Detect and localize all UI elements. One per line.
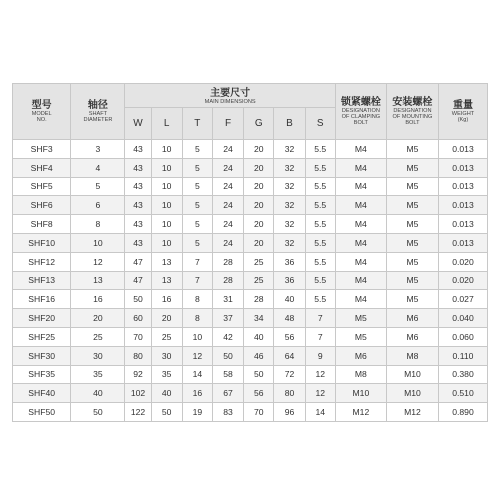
table-cell: 24 xyxy=(212,196,243,215)
table-cell: 5.5 xyxy=(305,196,335,215)
table-cell: 46 xyxy=(244,346,274,365)
table-cell: 20 xyxy=(71,309,125,328)
table-cell: 5 xyxy=(182,233,212,252)
table-row xyxy=(13,365,488,384)
table-cell: 36 xyxy=(274,252,305,271)
table-cell: SHF8 xyxy=(13,215,71,234)
table-row xyxy=(13,384,488,403)
table-cell: 0.013 xyxy=(438,215,487,234)
table-cell: 5.5 xyxy=(305,252,335,271)
table-cell: 13 xyxy=(151,252,182,271)
table-cell: 13 xyxy=(151,271,182,290)
table-cell: 34 xyxy=(244,309,274,328)
table-cell: 92 xyxy=(125,365,151,384)
table-cell: M6 xyxy=(335,346,386,365)
table-cell: 24 xyxy=(212,233,243,252)
table-cell: M5 xyxy=(386,177,438,196)
table-cell: 47 xyxy=(125,271,151,290)
table-cell: M10 xyxy=(335,384,386,403)
table-row xyxy=(13,327,488,346)
table-cell: M4 xyxy=(335,252,386,271)
table-cell: 0.013 xyxy=(438,196,487,215)
table-cell: 12 xyxy=(305,384,335,403)
table-cell: 56 xyxy=(244,384,274,403)
table-cell: 40 xyxy=(151,384,182,403)
table-cell: 0.380 xyxy=(438,365,487,384)
table-cell: 47 xyxy=(125,252,151,271)
table-cell: 28 xyxy=(212,252,243,271)
table-cell: 32 xyxy=(274,158,305,177)
table-cell: 43 xyxy=(125,140,151,159)
header-model: 型号 MODEL NO. xyxy=(13,84,71,140)
table-cell: 20 xyxy=(244,233,274,252)
table-cell: 5.5 xyxy=(305,233,335,252)
table-cell: M10 xyxy=(386,365,438,384)
table-cell: SHF25 xyxy=(13,327,71,346)
table-cell: 80 xyxy=(274,384,305,403)
table-cell: 0.027 xyxy=(438,290,487,309)
table-cell: 0.013 xyxy=(438,233,487,252)
table-cell: SHF6 xyxy=(13,196,71,215)
table-cell: 10 xyxy=(151,177,182,196)
table-cell: 28 xyxy=(212,271,243,290)
table-cell: 20 xyxy=(244,177,274,196)
table-cell: 0.890 xyxy=(438,403,487,422)
header-dim-b: B xyxy=(274,108,305,140)
table-cell: M5 xyxy=(335,327,386,346)
table-cell: M12 xyxy=(335,403,386,422)
table-cell: 6 xyxy=(71,196,125,215)
table-row xyxy=(13,309,488,328)
table-cell: 5 xyxy=(182,158,212,177)
table-cell: 13 xyxy=(71,271,125,290)
table-cell: 14 xyxy=(305,403,335,422)
table-cell: 16 xyxy=(71,290,125,309)
table-cell: 5 xyxy=(182,177,212,196)
table-cell: 10 xyxy=(151,233,182,252)
table-cell: 24 xyxy=(212,177,243,196)
table-cell: 67 xyxy=(212,384,243,403)
table-cell: 64 xyxy=(274,346,305,365)
table-cell: 50 xyxy=(71,403,125,422)
header-main-dimensions: 主要尺寸 MAIN DIMENSIONS xyxy=(125,84,335,108)
table-cell: 102 xyxy=(125,384,151,403)
table-cell: M4 xyxy=(335,140,386,159)
table-cell: 20 xyxy=(151,309,182,328)
table-cell: M4 xyxy=(335,233,386,252)
table-cell: 5 xyxy=(182,215,212,234)
table-row xyxy=(13,215,488,234)
table-cell: 0.013 xyxy=(438,158,487,177)
table-row xyxy=(13,140,488,159)
table-cell: 5.5 xyxy=(305,290,335,309)
table-cell: M5 xyxy=(386,196,438,215)
table-header xyxy=(13,84,488,140)
table-cell: 30 xyxy=(151,346,182,365)
table-cell: 50 xyxy=(151,403,182,422)
table-cell: 8 xyxy=(71,215,125,234)
table-cell: 7 xyxy=(305,327,335,346)
table-cell: M4 xyxy=(335,215,386,234)
table-cell: M4 xyxy=(335,196,386,215)
table-cell: SHF20 xyxy=(13,309,71,328)
table-cell: 7 xyxy=(305,309,335,328)
table-cell: 40 xyxy=(71,384,125,403)
table-cell: 12 xyxy=(71,252,125,271)
table-cell: M4 xyxy=(335,158,386,177)
table-cell: SHF16 xyxy=(13,290,71,309)
table-cell: 25 xyxy=(244,252,274,271)
table-cell: 0.013 xyxy=(438,140,487,159)
table-cell: 32 xyxy=(274,140,305,159)
table-cell: 5.5 xyxy=(305,177,335,196)
table-cell: 25 xyxy=(244,271,274,290)
table-cell: 43 xyxy=(125,196,151,215)
table-cell: 0.013 xyxy=(438,177,487,196)
table-cell: 7 xyxy=(182,252,212,271)
table-cell: M5 xyxy=(386,290,438,309)
table-cell: M5 xyxy=(386,158,438,177)
table-cell: 24 xyxy=(212,215,243,234)
table-cell: 32 xyxy=(274,233,305,252)
table-row xyxy=(13,158,488,177)
header-clamping-bolt: 锁紧螺栓 DESIGNATION OF CLAMPING BOLT xyxy=(335,84,386,140)
table-cell: 48 xyxy=(274,309,305,328)
table-cell: 16 xyxy=(182,384,212,403)
header-dim-w: W xyxy=(125,108,151,140)
table-cell: 20 xyxy=(244,140,274,159)
table-cell: 43 xyxy=(125,177,151,196)
table-cell: 9 xyxy=(305,346,335,365)
table-cell: M5 xyxy=(386,215,438,234)
table-cell: 0.510 xyxy=(438,384,487,403)
table-cell: 56 xyxy=(274,327,305,346)
table-cell: 35 xyxy=(71,365,125,384)
table-cell: 24 xyxy=(212,158,243,177)
table-cell: 8 xyxy=(182,290,212,309)
table-cell: SHF13 xyxy=(13,271,71,290)
table-row xyxy=(13,346,488,365)
table-cell: 40 xyxy=(244,327,274,346)
table-cell: SHF35 xyxy=(13,365,71,384)
table-cell: 0.040 xyxy=(438,309,487,328)
table-cell: 32 xyxy=(274,215,305,234)
table-cell: 0.060 xyxy=(438,327,487,346)
table-cell: SHF5 xyxy=(13,177,71,196)
table-cell: M6 xyxy=(386,327,438,346)
table-cell: 20 xyxy=(244,196,274,215)
table-cell: 14 xyxy=(182,365,212,384)
header-dim-f: F xyxy=(212,108,243,140)
table-cell: 70 xyxy=(244,403,274,422)
table-row xyxy=(13,403,488,422)
table-cell: 8 xyxy=(182,309,212,328)
header-shaft-diameter: 轴径 SHAFT DIAMETER xyxy=(71,84,125,140)
table-cell: 12 xyxy=(305,365,335,384)
table-cell: 42 xyxy=(212,327,243,346)
table-cell: 12 xyxy=(182,346,212,365)
table-cell: 32 xyxy=(274,177,305,196)
header-dim-t: T xyxy=(182,108,212,140)
table-cell: M12 xyxy=(386,403,438,422)
table-cell: SHF10 xyxy=(13,233,71,252)
header-dim-l: L xyxy=(151,108,182,140)
table-cell: 16 xyxy=(151,290,182,309)
table-cell: M5 xyxy=(386,252,438,271)
table-cell: 43 xyxy=(125,233,151,252)
table-cell: 10 xyxy=(151,140,182,159)
table-cell: 31 xyxy=(212,290,243,309)
header-weight: 重量 WEIGHT (Kg) xyxy=(438,84,487,140)
table-cell: M5 xyxy=(335,309,386,328)
table-row xyxy=(13,196,488,215)
table-cell: 3 xyxy=(71,140,125,159)
table-cell: 0.020 xyxy=(438,252,487,271)
table-cell: M8 xyxy=(335,365,386,384)
table-cell: 4 xyxy=(71,158,125,177)
table-cell: 5 xyxy=(182,196,212,215)
table-cell: M6 xyxy=(386,309,438,328)
table-cell: M8 xyxy=(386,346,438,365)
table-cell: 10 xyxy=(151,158,182,177)
table-cell: 70 xyxy=(125,327,151,346)
table-cell: 72 xyxy=(274,365,305,384)
table-cell: 30 xyxy=(71,346,125,365)
table-cell: 7 xyxy=(182,271,212,290)
table-cell: 40 xyxy=(274,290,305,309)
table-cell: 35 xyxy=(151,365,182,384)
table-cell: 5 xyxy=(71,177,125,196)
table-cell: SHF4 xyxy=(13,158,71,177)
table-cell: 10 xyxy=(151,196,182,215)
table-cell: 10 xyxy=(71,233,125,252)
table-cell: 20 xyxy=(244,215,274,234)
header-dim-g: G xyxy=(244,108,274,140)
table-cell: 10 xyxy=(182,327,212,346)
table-cell: M4 xyxy=(335,177,386,196)
table-cell: 36 xyxy=(274,271,305,290)
table-cell: SHF50 xyxy=(13,403,71,422)
table-cell: 19 xyxy=(182,403,212,422)
table-cell: 5.5 xyxy=(305,158,335,177)
table-row xyxy=(13,177,488,196)
table-cell: 5.5 xyxy=(305,215,335,234)
table-cell: 50 xyxy=(212,346,243,365)
table-cell: 37 xyxy=(212,309,243,328)
table-cell: 43 xyxy=(125,215,151,234)
table-cell: 58 xyxy=(212,365,243,384)
table-row xyxy=(13,271,488,290)
table-cell: M5 xyxy=(386,140,438,159)
table-cell: SHF12 xyxy=(13,252,71,271)
table-cell: 5 xyxy=(182,140,212,159)
table-row xyxy=(13,290,488,309)
table-cell: M10 xyxy=(386,384,438,403)
table-row xyxy=(13,252,488,271)
table-cell: 43 xyxy=(125,158,151,177)
header-mounting-bolt: 安装螺栓 DESIGNATION OF MOUNTING BOLT xyxy=(386,84,438,140)
table-cell: 25 xyxy=(151,327,182,346)
table-cell: 20 xyxy=(244,158,274,177)
table-cell: 50 xyxy=(244,365,274,384)
table-cell: 60 xyxy=(125,309,151,328)
table-cell: 5.5 xyxy=(305,140,335,159)
table-cell: M5 xyxy=(386,233,438,252)
table-cell: 0.110 xyxy=(438,346,487,365)
table-cell: M5 xyxy=(386,271,438,290)
table-cell: 10 xyxy=(151,215,182,234)
table-cell: SHF30 xyxy=(13,346,71,365)
table-cell: 0.020 xyxy=(438,271,487,290)
table-cell: 32 xyxy=(274,196,305,215)
table-cell: SHF40 xyxy=(13,384,71,403)
table-cell: M4 xyxy=(335,290,386,309)
table-row xyxy=(13,233,488,252)
table-cell: 50 xyxy=(125,290,151,309)
table-cell: 80 xyxy=(125,346,151,365)
table-cell: 25 xyxy=(71,327,125,346)
header-dim-s: S xyxy=(305,108,335,140)
table-cell: 83 xyxy=(212,403,243,422)
table-cell: 24 xyxy=(212,140,243,159)
table-cell: 122 xyxy=(125,403,151,422)
table-body xyxy=(13,140,488,422)
spec-table xyxy=(12,83,488,422)
table-cell: 28 xyxy=(244,290,274,309)
table-cell: 5.5 xyxy=(305,271,335,290)
table-cell: 96 xyxy=(274,403,305,422)
table-cell: SHF3 xyxy=(13,140,71,159)
table-cell: M4 xyxy=(335,271,386,290)
